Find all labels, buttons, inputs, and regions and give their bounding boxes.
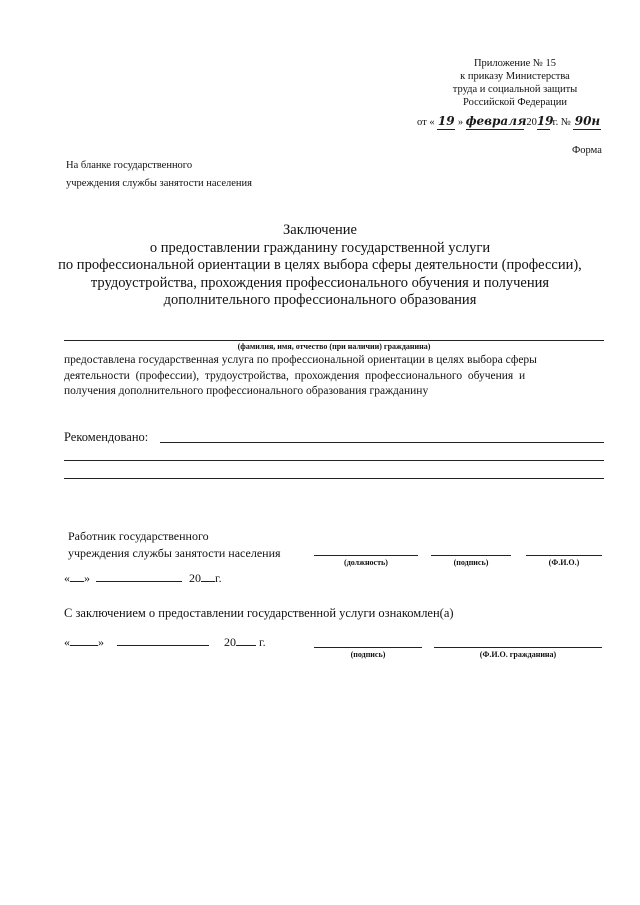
body-line2: деятельности (профессии), трудоустройства, прохождения профессионального обучения и <box>64 369 526 382</box>
order-date-line <box>417 113 601 129</box>
date1-open-quote: « <box>64 571 70 585</box>
citizen-fullname-field[interactable] <box>434 647 602 648</box>
appendix-block <box>410 57 620 109</box>
order-number-label: г. № <box>552 117 571 128</box>
recommended-label: Рекомендовано: <box>64 430 149 444</box>
worker-name-caption: (Ф.И.О.) <box>548 558 580 567</box>
appendix-order: к приказу Министерства <box>460 71 570 82</box>
body-line3: получения дополнительного профессионального образования гражданину <box>64 385 429 397</box>
letterhead-line2: учреждения службы занятости населения <box>66 178 252 189</box>
body-paragraph <box>64 353 604 400</box>
recommended-field-2[interactable] <box>64 460 604 461</box>
letterhead-line1: На бланке государственного <box>66 160 193 171</box>
appendix-number: Приложение № 15 <box>473 58 557 69</box>
order-date-close: » <box>457 117 464 128</box>
order-number: 90н <box>574 114 601 128</box>
order-year: 19 <box>536 114 554 128</box>
date2-g: г. <box>259 635 266 649</box>
title-line4: трудоустройства, прохождения профессионального обучения и получения <box>90 274 550 291</box>
worker-position-field[interactable] <box>314 555 418 556</box>
worker-signature-caption: (подпись) <box>453 558 489 567</box>
date1-day-field[interactable] <box>70 581 84 582</box>
date2-month-field[interactable] <box>117 645 209 646</box>
order-year-prefix: 20 <box>526 117 537 128</box>
date2-year-field[interactable] <box>236 645 256 646</box>
worker-position-caption: (должность) <box>344 558 388 567</box>
appendix-ministry: труда и социальной защиты <box>452 84 578 95</box>
citizen-name-field[interactable] <box>64 340 604 341</box>
date1-year-prefix: 20 <box>189 571 201 585</box>
title-line5: дополнительного профессионального образования <box>163 292 477 308</box>
title-line3: по профессиональной ориентации в целях выбора сферы деятельности (профессии), <box>58 257 582 273</box>
form-label: Форма <box>572 145 602 156</box>
date2-day-field[interactable] <box>70 645 98 646</box>
date1-close-quote: » <box>84 571 90 585</box>
citizen-signature-field[interactable] <box>314 647 422 648</box>
date2-row <box>64 635 266 650</box>
document-title <box>40 222 600 310</box>
date1-row <box>64 571 222 586</box>
date1-g: г. <box>215 571 222 585</box>
order-date-from: от « <box>417 117 435 128</box>
worker-line2: учреждения службы занятости населения <box>68 546 281 560</box>
worker-line1: Работник государственного <box>68 529 209 543</box>
title-line1: Заключение <box>283 222 357 238</box>
date2-year-prefix: 20 <box>224 635 236 649</box>
worker-name-field[interactable] <box>526 555 602 556</box>
acquainted-text: С заключением о предоставлении государственной услуги ознакомлен(а) <box>64 606 454 620</box>
citizen-name-caption: (фамилия, имя, отчество (при наличии) гражданина) <box>237 342 431 351</box>
body-line1: предоставлена государственная услуга по профессиональной ориентации в целях выбора сферы <box>64 354 537 366</box>
date1-year-field[interactable] <box>201 581 215 582</box>
date1-month-field[interactable] <box>96 581 182 582</box>
letterhead-note <box>66 157 252 193</box>
worker-signature-field[interactable] <box>431 555 511 556</box>
citizen-signature-caption: (подпись) <box>350 650 386 659</box>
order-month: февраля <box>465 114 527 128</box>
appendix-country: Российской Федерации <box>463 97 567 108</box>
date2-close-quote: » <box>98 635 104 649</box>
citizen-fullname-caption: (Ф.И.О. гражданина) <box>479 650 557 659</box>
title-line2: о предоставлении гражданину государственной услуги <box>149 239 491 256</box>
worker-label <box>68 528 281 562</box>
recommended-field-3[interactable] <box>64 478 604 479</box>
date2-open-quote: « <box>64 635 70 649</box>
order-day: 19 <box>437 114 455 128</box>
recommended-field-1[interactable] <box>160 442 604 443</box>
